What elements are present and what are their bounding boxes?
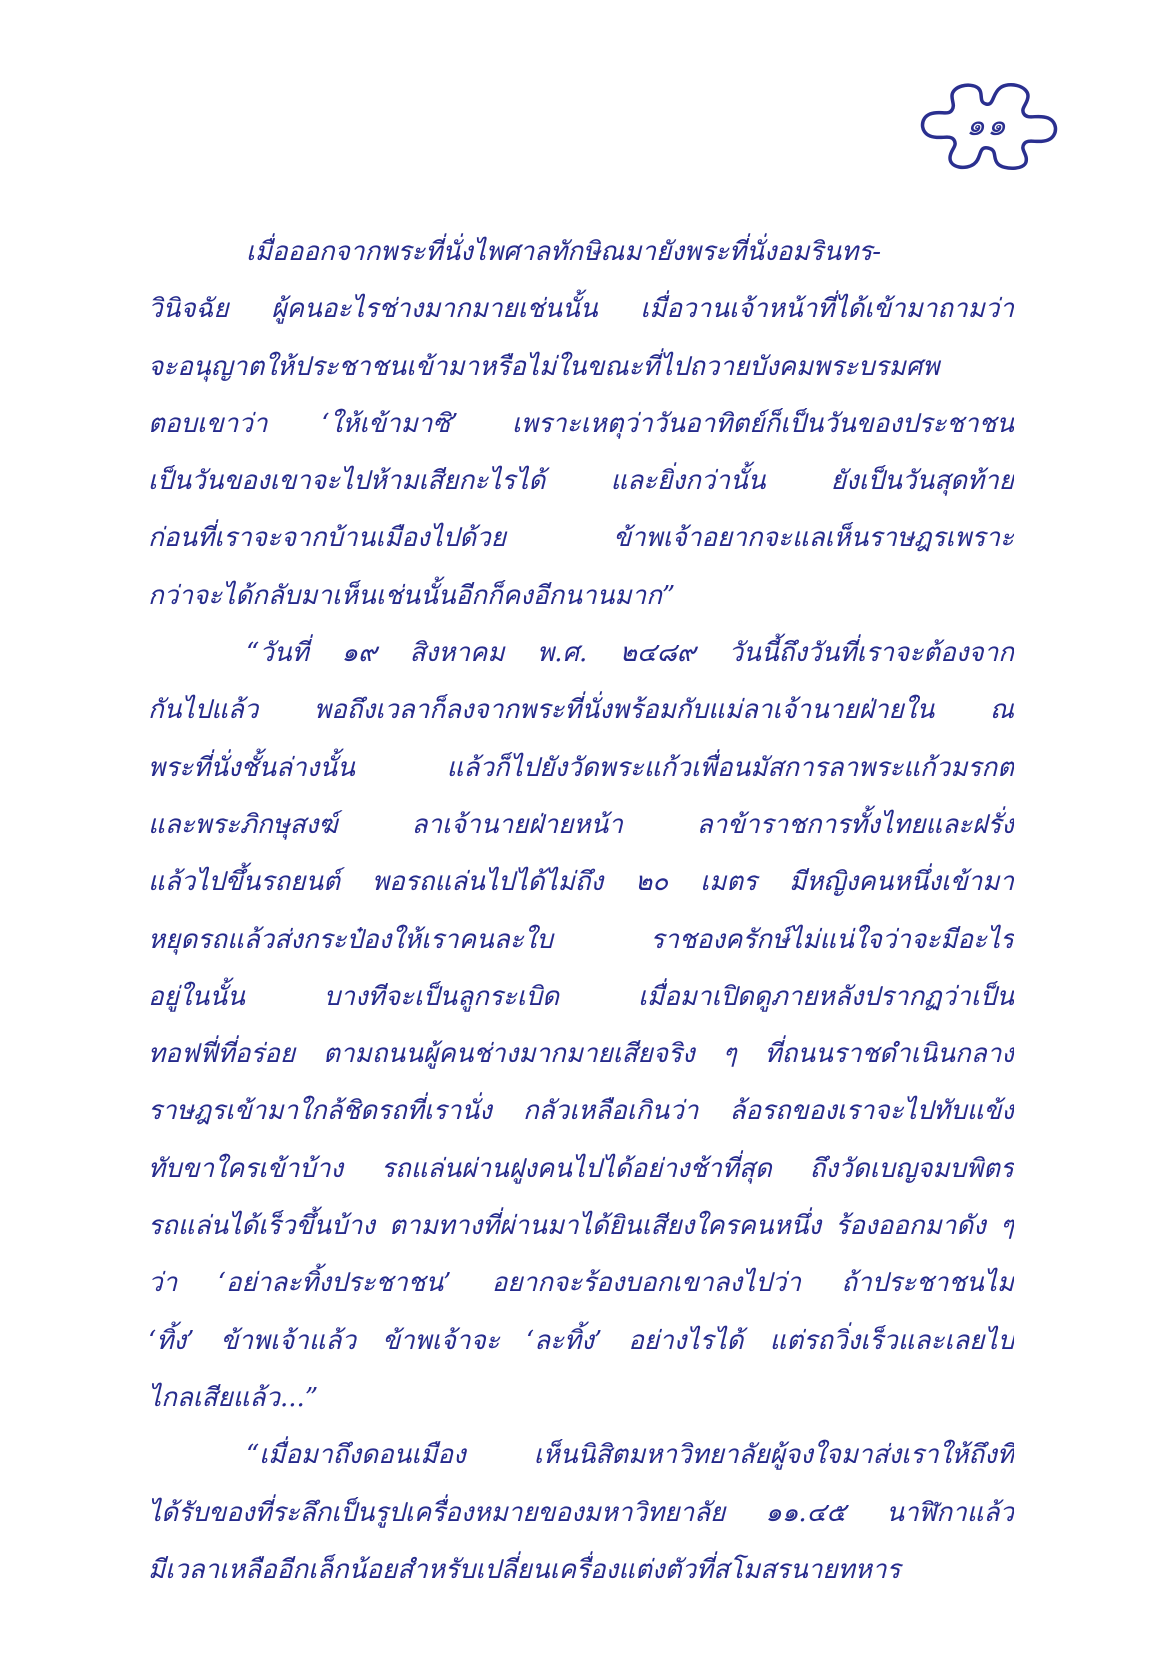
- text-line: “วันที่ ๑๙ สิงหาคม พ.ศ. ๒๔๘๙ วันนี้ถึงวันที่เราจะต้องจาก: [246, 638, 1014, 669]
- page-number: ๑๑: [965, 108, 1009, 143]
- text-line: อยู่ในนั้น บางทีจะเป็นลูกระเบิด เมื่อมาเปิดดูภายหลังปรากฏว่าเป็น: [148, 981, 1014, 1012]
- text-line: ราษฎรเข้ามาใกล้ชิดรถที่เรานั่ง กลัวเหลือเกินว่า ล้อรถของเราจะไปทับแข้ง: [148, 1096, 1014, 1127]
- text-line: รถแล่นได้เร็วขึ้นบ้าง ตามทางที่ผ่านมาได้ยินเสียงใครคนหนึ่ง ร้องออกมาดัง ๆ: [148, 1211, 1014, 1242]
- body-text: [148, 224, 1014, 1599]
- text-line: “เมื่อมาถึงดอนเมือง เห็นนิสิตมหาวิทยาลัยผู้จงใจมาส่งเราให้ถึงที่: [246, 1440, 1014, 1471]
- text-line: เป็นวันของเขาจะไปห้ามเสียกะไรได้ และยิ่งกว่านั้น ยังเป็นวันสุดท้าย: [148, 466, 1014, 497]
- text-line: ทับขาใครเข้าบ้าง รถแล่นผ่านฝูงคนไปได้อย่างช้าที่สุด ถึงวัดเบญจมบพิตร: [148, 1153, 1014, 1184]
- text-line: หยุดรถแล้วส่งกระป๋องให้เราคนละใบ ราชองครักษ์ไม่แน่ใจว่าจะมีอะไร: [148, 924, 1014, 955]
- text-line: วินิจฉัย ผู้คนอะไรช่างมากมายเช่นนั้น เมื่อวานเจ้าหน้าที่ได้เข้ามาถามว่า: [148, 294, 1014, 325]
- text-line: พระที่นั่งชั้นล่างนั้น แล้วก็ไปยังวัดพระแก้วเพื่อนมัสการลาพระแก้วมรกต: [148, 752, 1014, 783]
- text-line: และพระภิกษุสงฆ์ ลาเจ้านายฝ่ายหน้า ลาข้าราชการทั้งไทยและฝรั่ง: [148, 809, 1014, 840]
- text-line: กันไปแล้ว พอถึงเวลาก็ลงจากพระที่นั่งพร้อมกับแม่ลาเจ้านายฝ่ายใน ณ: [148, 695, 1014, 726]
- text-line: ไกลเสียแล้ว...”: [148, 1382, 319, 1413]
- page-number-badge: [912, 74, 1062, 174]
- text-line: ตอบเขาว่า ‘ให้เข้ามาซิ’ เพราะเหตุว่าวันอาทิตย์ก็เป็นวันของประชาชน: [148, 408, 1014, 439]
- text-line: แล้วไปขึ้นรถยนต์ พอรถแล่นไปได้ไม่ถึง ๒๐ เมตร มีหญิงคนหนึ่งเข้ามา: [148, 867, 1014, 898]
- text-line: ‘ทิ้ง’ ข้าพเจ้าแล้ว ข้าพเจ้าจะ ‘ละทิ้ง’ อย่างไรได้ แต่รถวิ่งเร็วและเลยไป: [148, 1325, 1014, 1356]
- text-line: มีเวลาเหลืออีกเล็กน้อยสำหรับเปลี่ยนเครื่องแต่งตัวที่สโมสรนายทหาร: [148, 1554, 901, 1585]
- text-line: ได้รับของที่ระลึกเป็นรูปเครื่องหมายของมหาวิทยาลัย ๑๑.๔๕ นาฬิกาแล้ว: [148, 1497, 1014, 1528]
- text-line: กว่าจะได้กลับมาเห็นเช่นนั้นอีกก็คงอีกนานมาก”: [148, 580, 676, 611]
- text-line: ว่า ‘อย่าละทิ้งประชาชน’ อยากจะร้องบอกเขาลงไปว่า ถ้าประชาชนไม่: [148, 1268, 1014, 1299]
- text-line: จะอนุญาตให้ประชาชนเข้ามาหรือไม่ในขณะที่ไปถวายบังคมพระบรมศพ: [148, 351, 940, 382]
- text-line: ก่อนที่เราจะจากบ้านเมืองไปด้วย ข้าพเจ้าอยากจะแลเห็นราษฎรเพราะ: [148, 523, 1014, 554]
- text-line: เมื่อออกจากพระที่นั่งไพศาลทักษิณมายังพระที่นั่งอมรินทร-: [246, 237, 881, 267]
- text-line: ทอฟฟี่ที่อร่อย ตามถนนผู้คนช่างมากมายเสียจริง ๆ ที่ถนนราชดำเนินกลาง: [148, 1039, 1014, 1070]
